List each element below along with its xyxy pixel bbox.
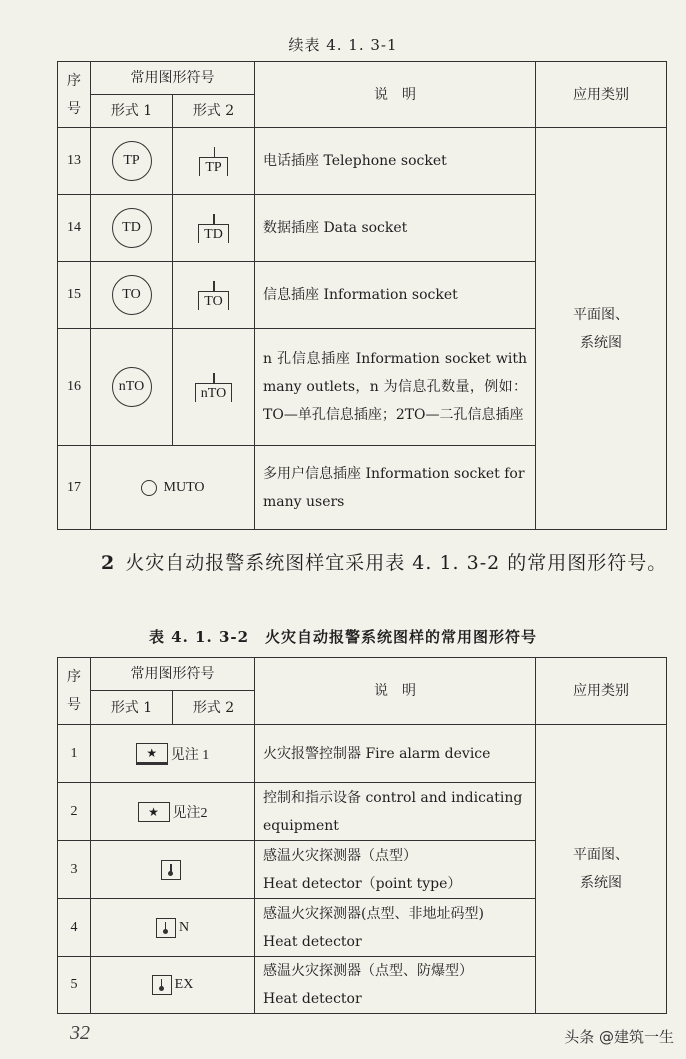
circle-symbol-icon: TP — [112, 141, 152, 181]
header-form2: 形式 2 — [173, 95, 255, 128]
category-cell: 平面图、 系统图 — [536, 725, 667, 1014]
circle-symbol-icon: TO — [112, 275, 152, 315]
row-description: 感温火灾探测器(点型、非地址码型) Heat detector — [255, 899, 536, 957]
socket-symbol-icon: TO — [198, 291, 228, 310]
row-description: 数据插座 Data socket — [255, 195, 536, 262]
row-no: 15 — [58, 262, 91, 329]
header-form1: 形式 1 — [91, 691, 173, 725]
page-number: 32 — [70, 1022, 90, 1044]
table1-caption: 续表 4. 1. 3-1 — [288, 36, 398, 54]
row-description: n 孔信息插座 Information socket with many outlets，n 为信息孔数量，例如：TO—单孔信息插座；2TO—二孔信息插座 — [255, 329, 536, 446]
socket-symbol-icon: TP — [199, 157, 227, 176]
circle-symbol-icon: nTO — [112, 367, 152, 407]
header-symbols: 常用图形符号 — [91, 62, 255, 95]
row-no: 2 — [58, 783, 91, 841]
star-box-icon: ★ — [136, 743, 168, 765]
row-description: 信息插座 Information socket — [255, 262, 536, 329]
row-no: 1 — [58, 725, 91, 783]
socket-symbol-icon: nTO — [195, 383, 232, 402]
row-no: 17 — [58, 446, 91, 530]
category-cell: 平面图、 系统图 — [536, 128, 667, 530]
row-no: 5 — [58, 957, 91, 1014]
header-form2: 形式 2 — [173, 691, 255, 725]
symbol-note: 见注 1 — [170, 747, 210, 763]
header-category: 应用类别 — [536, 658, 667, 725]
header-symbols: 常用图形符号 — [91, 658, 255, 691]
row-description: 控制和指示设备 control and indicating equipment — [255, 783, 536, 841]
heat-detector-icon — [161, 860, 181, 880]
symbol-note: EX — [174, 977, 194, 992]
row-no: 13 — [58, 128, 91, 195]
table-row — [58, 128, 667, 195]
header-form1: 形式 1 — [91, 95, 173, 128]
table1 — [57, 61, 667, 530]
symbol-label: MUTO — [163, 479, 205, 495]
header-description: 说 明 — [255, 62, 536, 128]
row-description: 感温火灾探测器（点型、防爆型） Heat detector — [255, 957, 536, 1014]
row-description: 感温火灾探测器（点型） Heat detector（point type） — [255, 841, 536, 899]
heat-detector-icon — [152, 975, 172, 995]
row-no: 4 — [58, 899, 91, 957]
paragraph — [57, 546, 669, 580]
row-no: 3 — [58, 841, 91, 899]
table2-caption: 表 4. 1. 3-2 火灾自动报警系统图样的常用图形符号 — [148, 628, 538, 646]
row-description: 火灾报警控制器 Fire alarm device — [255, 725, 536, 783]
header-category: 应用类别 — [536, 62, 667, 128]
paragraph-number: 2 — [101, 552, 116, 574]
row-description: 多用户信息插座 Information socket for many users — [255, 446, 536, 530]
header-description: 说 明 — [255, 658, 536, 725]
row-description: 电话插座 Telephone socket — [255, 128, 536, 195]
header-no: 序 号 — [58, 658, 91, 725]
socket-symbol-icon: TD — [198, 224, 229, 243]
heat-detector-icon — [156, 918, 176, 938]
circle-symbol-icon — [141, 480, 157, 496]
row-no: 16 — [58, 329, 91, 446]
table-row — [58, 725, 667, 783]
paragraph-text: 火灾自动报警系统图样宜采用表 4. 1. 3-2 的常用图形符号。 — [125, 552, 668, 574]
header-no: 序 号 — [58, 62, 91, 128]
symbol-note: 见注2 — [172, 805, 208, 821]
watermark: 头条 @建筑一生 — [564, 1028, 674, 1046]
symbol-note: N — [178, 919, 190, 935]
row-no: 14 — [58, 195, 91, 262]
star-box-icon: ★ — [138, 802, 170, 822]
table2 — [57, 657, 667, 1014]
circle-symbol-icon: TD — [112, 208, 152, 248]
